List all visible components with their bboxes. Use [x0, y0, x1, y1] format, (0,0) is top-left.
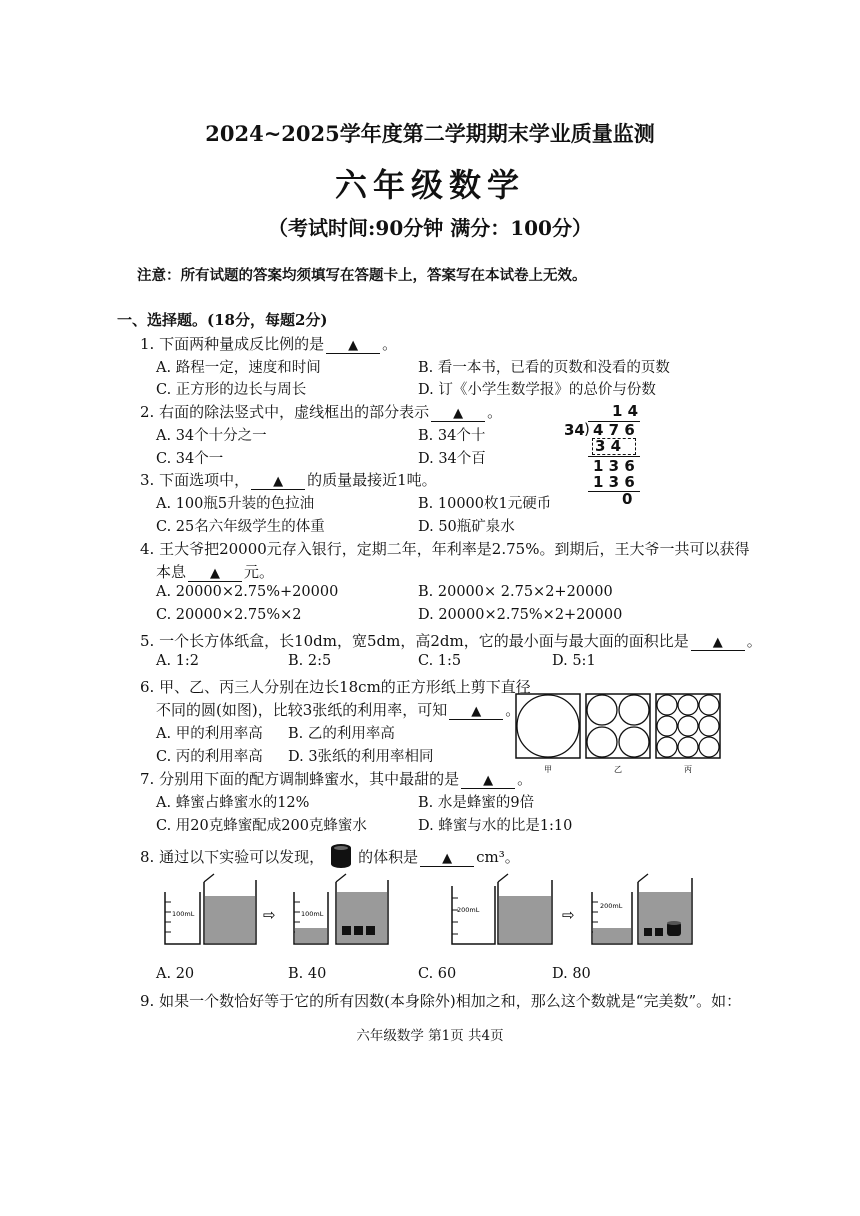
q2-option-d: D. 34个百 — [418, 451, 486, 467]
division-dividend: 4 7 6 — [593, 421, 635, 439]
long-division-figure — [560, 402, 650, 508]
blank-mark: ▲ — [210, 566, 221, 581]
exam-info: （考试时间:90分钟 满分：100分） — [268, 216, 592, 240]
q5-stem-text: 5. 一个长方体纸盒，长10dm，宽5dm，高2dm，它的最小面与最大面的面积比是 — [140, 632, 689, 650]
division-divisor: 34 — [564, 421, 585, 439]
label-bing: 丙 — [684, 765, 692, 774]
page-footer: 六年级数学 第1页 共4页 — [356, 1028, 504, 1044]
small-beaker-3 — [452, 886, 495, 944]
exam-title: 2024~2025学年度第二学期期末学业质量监测 — [205, 121, 655, 146]
division-quotient: 1 4 — [612, 402, 639, 420]
q3-stem — [140, 469, 437, 490]
q6-option-c: C. 丙的利用率高 — [156, 749, 263, 765]
blank-mark: ▲ — [348, 338, 359, 353]
q3-option-c: C. 25名六年级学生的体重 — [156, 519, 325, 535]
q8-option-b: B. 40 — [288, 966, 327, 982]
small-beaker-2 — [294, 892, 328, 944]
q7-stem — [140, 768, 532, 789]
q4-option-d: D. 20000×2.75%×2+20000 — [418, 607, 623, 623]
q4-stem-end: 元。 — [244, 563, 275, 581]
q4-option-b: B. 20000× 2.75×2+20000 — [418, 584, 613, 600]
q5-option-b: B. 2:5 — [288, 653, 332, 669]
q8-stem — [140, 843, 520, 873]
q4-option-a: A. 20000×2.75%+20000 — [156, 584, 339, 600]
q8-option-d: D. 80 — [552, 966, 591, 982]
q8-option-c: C. 60 — [418, 966, 457, 982]
small-beaker-4 — [592, 892, 632, 944]
answer-blank — [420, 848, 474, 867]
q4-option-c: C. 20000×2.75%×2 — [156, 607, 302, 623]
q6-stem-end: 。 — [505, 701, 521, 719]
small-beaker-1 — [165, 892, 200, 944]
label-yi: 乙 — [614, 765, 622, 774]
subject-title: 六年级数学 — [334, 166, 525, 204]
q7-option-d: D. 蜂蜜与水的比是1:10 — [418, 818, 573, 834]
q2-option-c: C. 34个一 — [156, 451, 224, 467]
square-yi — [586, 694, 650, 758]
q2-option-a: A. 34个十分之一 — [156, 428, 267, 444]
q1-stem-text: 1. 下面两种量成反比例的是 — [140, 335, 325, 353]
q3-option-a: A. 100瓶5升装的色拉油 — [156, 496, 315, 512]
q8-option-a: A. 20 — [156, 966, 195, 982]
label-jia: 甲 — [544, 765, 552, 774]
section-title: 一、选择题。(18分，每题2分) — [117, 311, 328, 329]
q3-stem-text: 3. 下面选项中， — [140, 471, 250, 489]
division-step3: 1 3 6 — [593, 473, 635, 491]
arrow-icon: ⇨ — [263, 906, 276, 924]
beaker-label: 100mL — [301, 910, 324, 918]
q2-stem — [140, 401, 502, 422]
beaker-label: 200mL — [457, 906, 480, 914]
q1-option-c: C. 正方形的边长与周长 — [156, 382, 307, 398]
big-beaker-1 — [204, 874, 256, 944]
answer-blank — [449, 701, 503, 720]
q6-stem-text: 不同的圆(如图)，比较3张纸的利用率，可知 — [156, 701, 448, 719]
q4-stem-line1: 4. 王大爷把20000元存入银行，定期二年，年利率是2.75%。到期后，王大爷一共可以获得 — [140, 540, 750, 558]
q9-stem: 9. 如果一个数恰好等于它的所有因数(本身除外)相加之和，那么这个数就是“完美数”。如： — [140, 992, 742, 1010]
notice: 注意：所有试题的答案均须填写在答题卡上，答案写在本试卷上无效。 — [137, 267, 587, 284]
q5-option-d: D. 5:1 — [552, 653, 596, 669]
q6-stem-line2 — [156, 699, 520, 720]
blank-mark: ▲ — [442, 851, 453, 866]
answer-blank — [188, 563, 242, 582]
square-bing — [656, 694, 720, 758]
q6-option-b: B. 乙的利用率高 — [288, 726, 395, 742]
division-step2: 1 3 6 — [593, 457, 635, 475]
q4-stem-text: 本息 — [156, 563, 187, 581]
q8-stem-text: 8. 通过以下实验可以发现， — [140, 848, 325, 866]
q6-option-d: D. 3张纸的利用率相同 — [288, 749, 434, 765]
q3-option-d: D. 50瓶矿泉水 — [418, 519, 515, 535]
q1-stem — [140, 333, 397, 354]
q6-stem-line1: 6. 甲、乙、丙三人分别在边长18cm的正方形纸上剪下直径 — [140, 678, 531, 696]
blank-mark: ▲ — [712, 635, 723, 650]
q7-option-c: C. 用20克蜂蜜配成200克蜂蜜水 — [156, 818, 367, 834]
q2-stem-text: 2. 右面的除法竖式中，虚线框出的部分表示 — [140, 403, 430, 421]
q8-stem-mid: 的体积是 — [358, 848, 419, 866]
q7-option-a: A. 蜂蜜占蜂蜜水的12% — [156, 795, 310, 811]
q2-option-b: B. 34个十 — [418, 428, 486, 444]
beaker-label: 200mL — [600, 902, 623, 910]
blank-mark: ▲ — [483, 773, 494, 788]
square-jia — [516, 694, 580, 758]
big-beaker-2 — [336, 874, 388, 944]
q5-option-a: A. 1:2 — [156, 653, 200, 669]
q7-option-b: B. 水是蜂蜜的9倍 — [418, 795, 535, 811]
q1-option-d: D. 订《小学生数学报》的总价与份数 — [418, 382, 656, 398]
division-dashed-box: 3 4 — [592, 438, 636, 455]
big-beaker-4 — [638, 874, 692, 944]
q5-stem — [140, 630, 762, 651]
q8-stem-end: cm³。 — [476, 848, 520, 866]
circles-figure — [514, 692, 724, 774]
division-bracket: ) — [584, 420, 590, 438]
blank-mark: ▲ — [471, 704, 482, 719]
q4-stem-line2 — [156, 561, 274, 582]
q3-stem-end: 的质量最接近1吨。 — [307, 471, 437, 489]
answer-blank — [326, 335, 380, 354]
beaker-experiment-figure — [160, 872, 710, 952]
beaker-label: 100mL — [172, 910, 195, 918]
q7-stem-text: 7. 分别用下面的配方调制蜂蜜水，其中最甜的是 — [140, 770, 460, 788]
q5-stem-end: 。 — [746, 632, 762, 650]
q1-option-b: B. 看一本书，已看的页数和没看的页数 — [418, 360, 670, 376]
answer-blank — [691, 632, 745, 651]
division-remainder: 0 — [622, 490, 633, 508]
q2-stem-end: 。 — [487, 403, 503, 421]
blank-mark: ▲ — [273, 474, 284, 489]
cylinder-icon — [330, 843, 352, 873]
q1-stem-end: 。 — [382, 335, 398, 353]
blank-mark: ▲ — [453, 406, 464, 421]
q6-option-a: A. 甲的利用率高 — [156, 726, 263, 742]
answer-blank — [461, 770, 515, 789]
q3-option-b: B. 10000枚1元硬币 — [418, 496, 552, 512]
q7-stem-end: 。 — [517, 770, 533, 788]
big-beaker-3 — [498, 874, 552, 944]
q1-option-a: A. 路程一定，速度和时间 — [156, 360, 321, 376]
arrow-icon: ⇨ — [562, 906, 575, 924]
q5-option-c: C. 1:5 — [418, 653, 462, 669]
answer-blank — [431, 403, 485, 422]
answer-blank — [251, 471, 305, 490]
